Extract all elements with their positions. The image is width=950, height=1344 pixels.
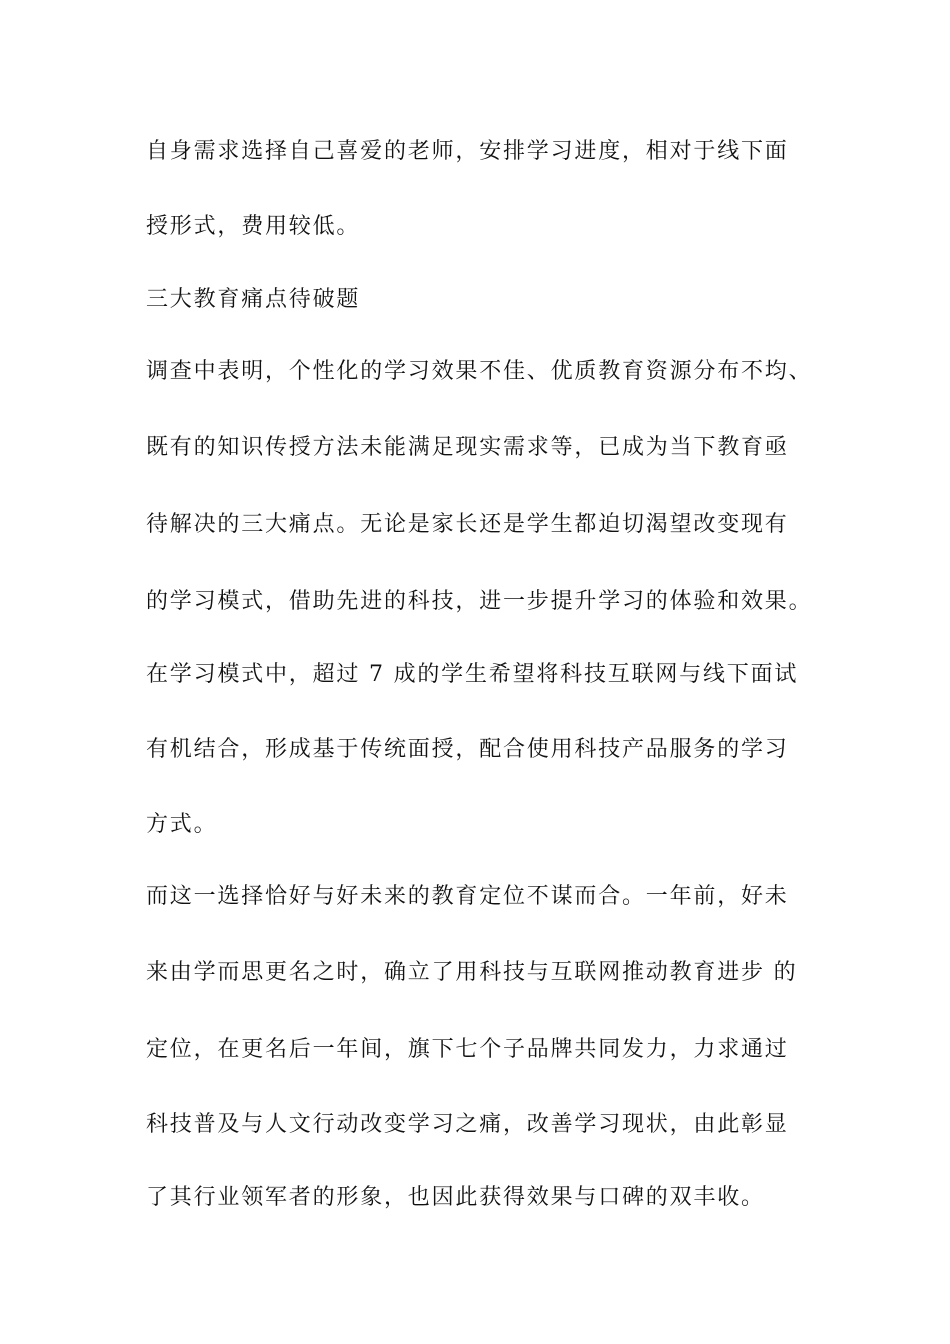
text-line: 了其行业领军者的形象，也因此获得效果与口碑的双丰收。 [146,1185,765,1210]
section-heading: 三大教育痛点待破题 [146,287,361,312]
text-line: 自身需求选择自己喜爱的老师，安排学习进度，相对于线下面 [146,139,789,164]
text-line: 方式。 [146,812,218,837]
text-line: 来由学而思更名之时，确立了用科技与互联网推动教育进步 的 [146,960,798,985]
text-line: 在学习模式中，超过 7 成的学生希望将科技互联网与线下面试 [146,662,799,687]
text-line: 既有的知识传授方法未能满足现实需求等，已成为当下教育亟 [146,435,789,460]
text-line: 的学习模式，借助先进的科技，进一步提升学习的体验和效果。 [146,589,813,614]
text-line: 待解决的三大痛点。无论是家长还是学生都迫切渴望改变现有 [146,512,789,537]
text-line: 定位，在更名后一年间，旗下七个子品牌共同发力，力求通过 [146,1037,789,1062]
text-line: 调查中表明，个性化的学习效果不佳、优质教育资源分布不均、 [146,359,813,384]
text-line: 科技普及与人文行动改变学习之痛，改善学习现状，由此彰显 [146,1112,789,1137]
text-line: 有机结合，形成基于传统面授，配合使用科技产品服务的学习 [146,737,789,762]
text-line: 授形式，费用较低。 [146,214,361,239]
text-line: 而这一选择恰好与好未来的教育定位不谋而合。一年前，好未 [146,884,789,909]
